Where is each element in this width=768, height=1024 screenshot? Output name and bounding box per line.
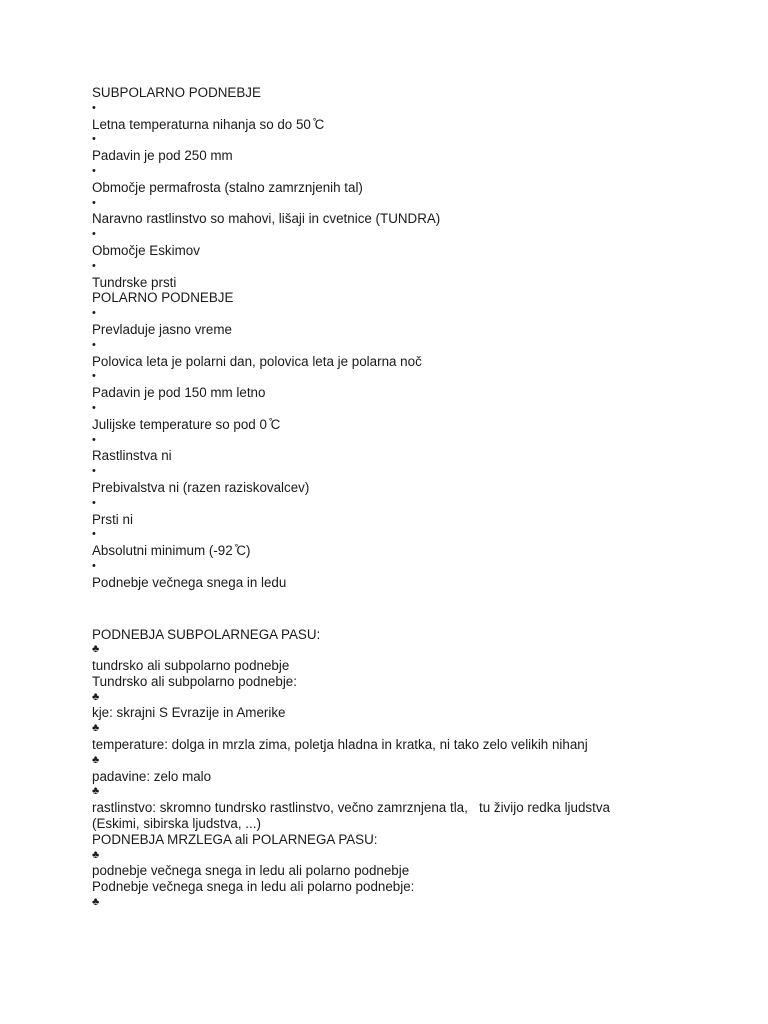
section-heading-polar: POLARNO PODNEBJE [92, 290, 234, 306]
list-item: Podnebje večnega snega in ledu [92, 574, 287, 590]
list-item: Julijske temperature so pod 0 ̊C [92, 416, 281, 432]
list-item: Območje Eskimov [92, 242, 200, 258]
list-item: Rastlinstva ni [92, 448, 172, 464]
list-item: Naravno rastlinstvo so mahovi, lišaji in cvetnice (TUNDRA) [92, 211, 441, 227]
subsection-heading: Tundrsko ali subpolarno podnebje: [92, 673, 297, 689]
list-item: Polovica leta je polarni dan, polovica leta je polarna noč [92, 353, 422, 369]
club-bullet-marker: ♣ [92, 643, 100, 656]
bullet-marker: • [92, 307, 96, 320]
club-bullet-marker: ♣ [92, 848, 100, 861]
section-spacer [92, 591, 692, 627]
detail-item: padavine: zelo malo [92, 768, 212, 784]
bullet-marker: • [92, 528, 96, 541]
club-bullet-marker: ♣ [92, 896, 100, 909]
bullet-marker: • [92, 465, 96, 478]
list-item: Letna temperaturna nihanja so do 50 ̊C [92, 116, 325, 132]
detail-item: rastlinstvo: skromno tundrsko rastlinstvo, večno zamrznjena tla, tu živijo redka ljudstva (Eskimi, sibirska ljudstva, ...) [92, 800, 610, 832]
list-item: Območje permafrosta (stalno zamrznjenih tal) [92, 179, 363, 195]
club-bullet-marker: ♣ [92, 753, 100, 766]
section-heading-subpolar: SUBPOLARNO PODNEBJE [92, 85, 261, 100]
bullet-marker: • [92, 164, 96, 177]
bullet-marker: • [92, 101, 96, 114]
list-item: Prebivalstva ni (razen raziskovalcev) [92, 479, 310, 495]
club-bullet-marker: ♣ [92, 690, 100, 703]
bullet-marker: • [92, 228, 96, 241]
detail-item: kje: skrajni S Evrazije in Amerike [92, 705, 286, 721]
section-heading-subpolar-belt: PODNEBJA SUBPOLARNEGA PASU: [92, 626, 321, 642]
bullet-marker: • [92, 259, 96, 272]
list-item: podnebje večnega snega in ledu ali polarno podnebje [92, 863, 410, 879]
bullet-marker: • [92, 559, 96, 572]
list-item: tundrsko ali subpolarno podnebje [92, 658, 290, 674]
list-item: Prsti ni [92, 511, 133, 527]
list-item: Padavin je pod 250 mm [92, 148, 233, 164]
bullet-marker: • [92, 370, 96, 383]
list-item: Prevladuje jasno vreme [92, 321, 232, 337]
bullet-marker: • [92, 133, 96, 146]
club-bullet-marker: ♣ [92, 722, 100, 735]
list-item: Tundrske prsti [92, 274, 177, 290]
club-bullet-marker: ♣ [92, 785, 100, 798]
section-heading-polar-belt: PODNEBJA MRZLEGA ali POLARNEGA PASU: [92, 831, 378, 847]
document-page [92, 85, 692, 911]
bullet-marker: • [92, 196, 96, 209]
bullet-marker: • [92, 433, 96, 446]
bullet-marker: • [92, 401, 96, 414]
subsection-heading: Podnebje večnega snega in ledu ali polarno podnebje: [92, 879, 415, 895]
list-item: Padavin je pod 150 mm letno [92, 385, 266, 401]
bullet-marker: • [92, 496, 96, 509]
bullet-marker: • [92, 338, 96, 351]
list-item: Absolutni minimum (-92 ̊C) [92, 543, 251, 559]
detail-item: temperature: dolga in mrzla zima, poletja hladna in kratka, ni tako zelo velikih nihanj [92, 737, 588, 753]
